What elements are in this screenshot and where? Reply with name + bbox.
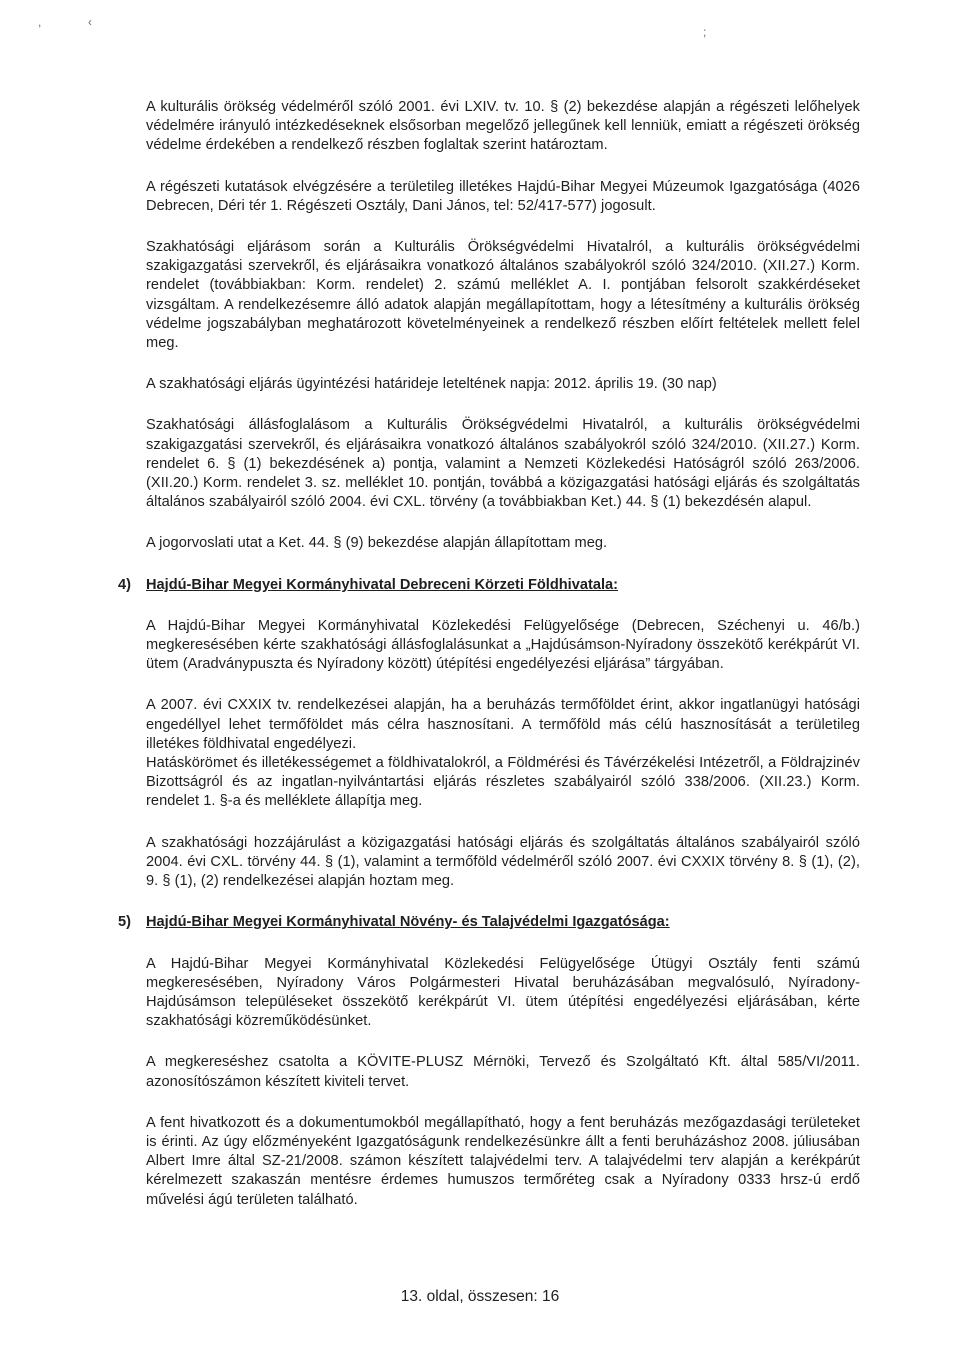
document-body [118,98,860,1232]
paragraph-deadline: A szakhatósági eljárás ügyintézési határideje leteltének napja: 2012. április 19. (30 nap) [146,376,717,393]
page-number-footer: 13. oldal, összesen: 16 [400,1288,560,1305]
section-heading-4 [118,576,860,595]
paragraph-opinion-basis: Szakhatósági állásfoglalásom a Kulturális Örökségvédelmi Hivatalról, a kulturális örökségvédelmi szakigazgatási szervekről, és eljárásaikra vonatkozó általános szabályokról szóló 324/2010. (XII.27.) Korm. rendelet 6. § (1) bekezdésének a) pontja, valamint a Nemzeti Közlekedési Hatóságról szóló 263/2006. (XII.20.) Korm. rendelet 3. sz. melléklet 10. pontján, továbbá a közigazgatási hatósági eljárás és szolgáltatás általános szabályairól szóló 2004. évi CXL. törvény (a továbbiakban Ket.) 44. § (1) bekezdésén alapul. [146,417,860,511]
paragraph-attachment: A megkereséshez csatolta a KÖVITE-PLUSZ Mérnöki, Tervező és Szolgáltató Kft. által 585/VI/2011. azonosítószámon készített kiviteli tervet. [146,1054,860,1090]
section-title: Hajdú-Bihar Megyei Kormányhivatal Debreceni Körzeti Földhivatala: [146,576,618,593]
paragraph-consent: A szakhatósági hozzájárulást a közigazgatási hatósági eljárás és szolgáltatás általános szabályairól szóló 2004. évi CXL. törvény 44. § (1), valamint a termőföld védelméről szóló 2007. évi CXXIX törvény 8. § (1), (2), 9. § (1), (2) rendelkezései alapján hoztam meg. [146,834,860,890]
section-number: 5) [118,914,131,931]
scan-speck: , [38,15,42,29]
section-number: 4) [118,576,131,593]
paragraph-request: A Hajdú-Bihar Megyei Kormányhivatal Közlekedési Felügyelősége Útügyi Osztály fenti számú megkeresésében, Nyíradony Város Polgármesteri Hivatal beruházásában megvalósuló, Nyíradony-Hajdúsámson településeket összekötő kerékpárút VI. ütem útépítési engedélyezési eljárásában, kérte szakhatósági közreműködésünket. [146,955,860,1030]
paragraph-procedure: Szakhatósági eljárásom során a Kulturális Örökségvédelmi Hivatalról, a kulturális örökségvédelmi szakigazgatási szervekről, és eljárásaikra vonatkozó általános szabályokról szóló 324/2010. (XII.27.) Korm. rendelet (továbbiakban: Korm. rendelet) 2. számú melléklet A. I. pontjában felsorolt szakkérdéseket vizsgáltam. A rendelkezésemre álló adatok alapján megállapítottam, hogy a létesítmény a kulturális örökség védelme jogszabályban meghatározott követelményeinek a rendelkező részben előírt feltételek mellett felel meg. [146,239,860,352]
section-heading-5 [118,913,860,932]
paragraph-remedy: A jogorvoslati utat a Ket. 44. § (9) bekezdése alapján állapítottam meg. [146,535,608,552]
paragraph-legal-basis: A kulturális örökség védelméről szóló 2001. évi LXIV. tv. 10. § (2) bekezdése alapján a régészeti lelőhelyek védelmére irányuló intézkedéseknek elsősorban megelőző jellegűnek kell lenniük, emiatt a régészeti örökség védelme érdekében a rendelkező részben foglaltak szerint határoztam. [146,99,860,154]
scan-speck: ; [703,25,707,39]
paragraph-request: A Hajdú-Bihar Megyei Kormányhivatal Közlekedési Felügyelősége (Debrecen, Széchenyi u. 46/b.) megkeresésében kérte szakhatósági állásfoglalásunkat a „Hajdúsámson-Nyíradony összekötő kerékpárút VI. ütem (Aradványpuszta és Nyíradony között) útépítési engedélyezési eljárása” tárgyában. [146,617,860,673]
paragraph-competence: Hatáskörömet és illetékességemet a földhivatalokról, a Földmérési és Távérzékelési Intézetről, a Földrajzinév Bizottságról és az ingatlan-nyilvántartási eljárás részletes szabályairól szóló 338/2006. (XII.23.) Korm. rendelet 1. §-a és melléklete állapítja meg. [146,755,860,810]
paragraph-soil-plan: A fent hivatkozott és a dokumentumokból megállapítható, hogy a fent beruházás mezőgazdasági területeket is érinti. Az úgy előzményeként Igazgatóságunk rendelkezésünkre állt a fenti beruházáshoz 2008. júliusában Albert Imre által SZ-21/2008. számon készített talajvédelmi terv. A talajvédelmi terv alapján a kerékpárút kérelmezett szakaszán mentésre érdemes humuszos termőréteg csak a Nyíradony 0333 hrsz-ú erdő művelési ágú területen található. [146,1114,860,1208]
scan-speck: ‹ [88,15,92,29]
section-title: Hajdú-Bihar Megyei Kormányhivatal Növény- és Talajvédelmi Igazgatósága: [146,914,670,931]
paragraph-land-use: A 2007. évi CXXIX tv. rendelkezései alapján, ha a beruházás termőföldet érint, akkor ingatlanügyi hatósági engedéllyel lehet termőföldet más célra hasznosítani. A termőföld más célú hasznosítását a területileg illetékes földhivatal engedélyezi. [146,697,860,752]
paragraph-research-authority: A régészeti kutatások elvégzésére a területileg illetékes Hajdú-Bihar Megyei Múzeumok Igazgatósága (4026 Debrecen, Déri tér 1. Régészeti Osztály, Dani János, tel: 52/417-577) jogosult. [146,178,860,214]
